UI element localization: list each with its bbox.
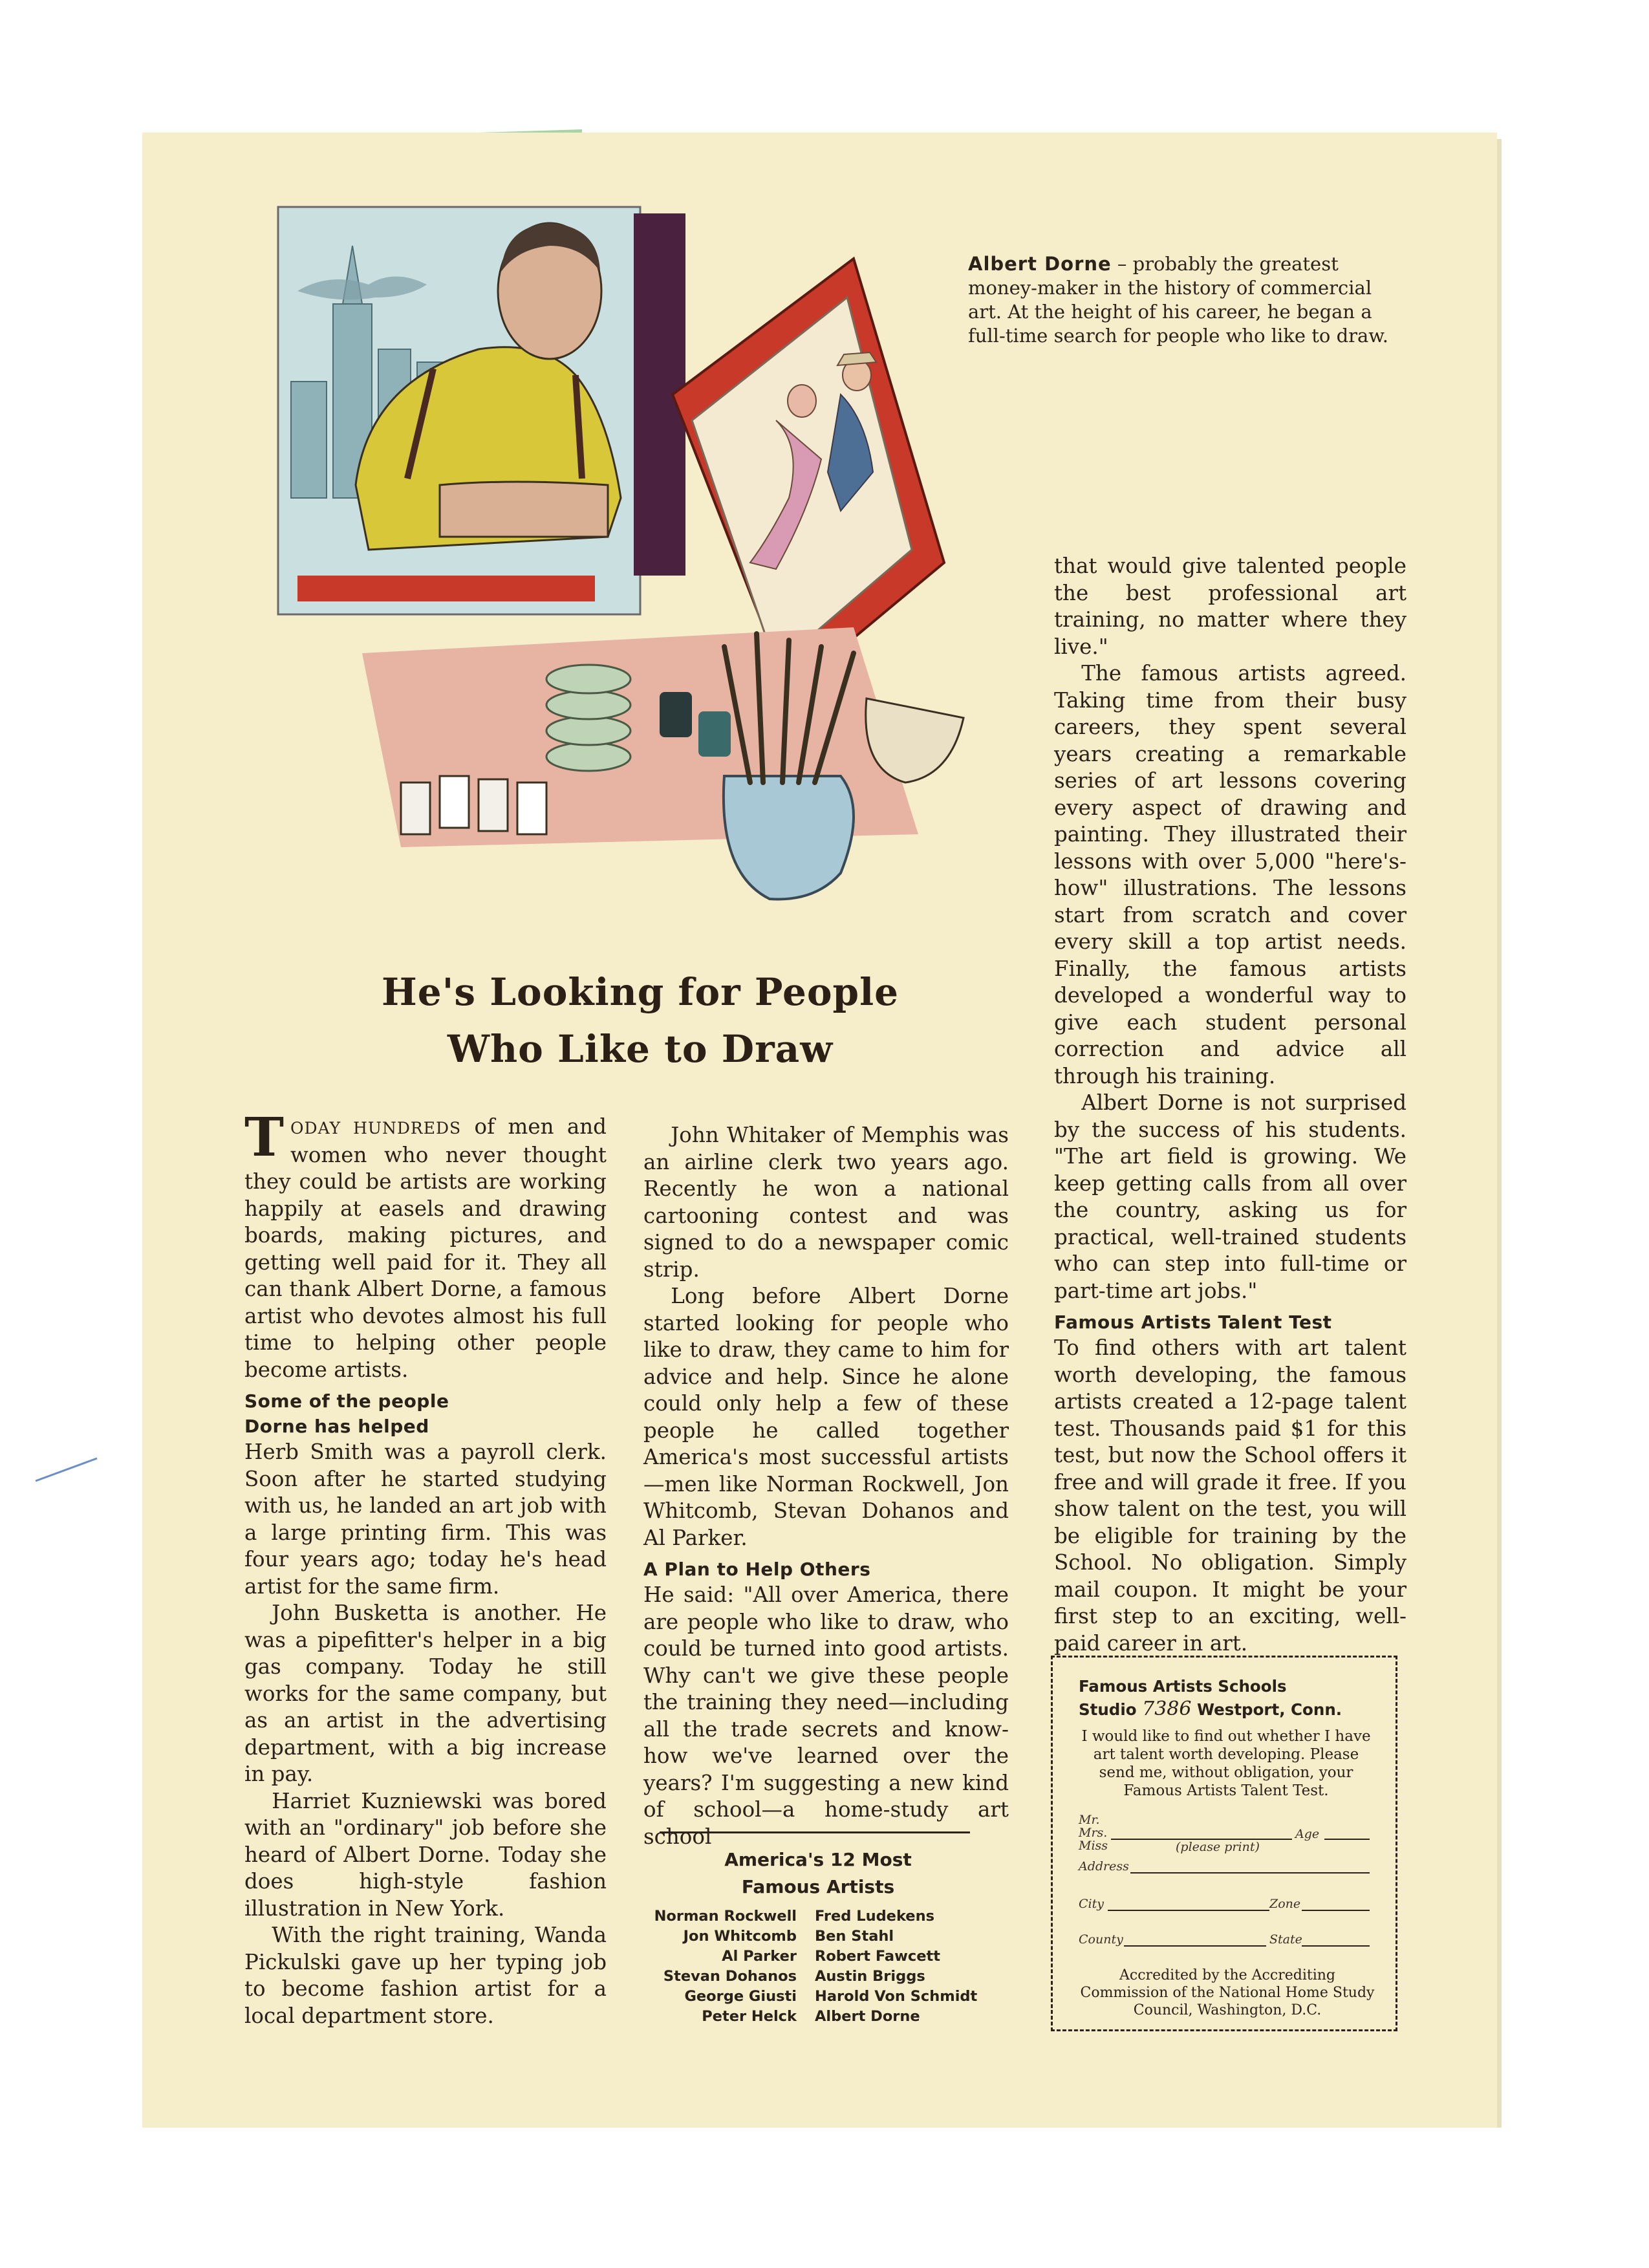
paragraph-john-whitaker: John Whitaker of Memphis was an airline clerk two years ago. Recently he won a national cartooning contest and was signed to do a newspaper comic strip. (643, 1123, 1009, 1282)
artist-name: Peter Helck (702, 2008, 797, 2025)
label-address: Address (1079, 1859, 1129, 1874)
paragraph-long-before: Long before Albert Dorne started looking for people who like to draw, they came to him for advice and help. Since he alone could only help a few of these people he called together America's most successful artists—men like Norman Rockwell, Jon Whitcomb, Stevan Dohanos and Al Parker. (643, 1284, 1009, 1550)
artist-name: Jon Whitcomb (683, 1928, 797, 1945)
artists-list (627, 1906, 1002, 2027)
headline-line-1: He's Looking for People (381, 970, 900, 1014)
paragraph-wanda: With the right training, Wanda Pickulski gave up her typing job to become fashion artist for a local department store. (244, 1923, 607, 2028)
artist-row (627, 1906, 1002, 1927)
artist-name: Robert Fawcett (815, 1948, 940, 1965)
caption-text: – probably the greatest money-maker in the history of commercial art. At the height of his career, he began a full-time search for people who like to draw. (968, 253, 1388, 347)
caption-name: Albert Dorne (968, 253, 1112, 275)
artist-name: George Giusti (684, 1988, 797, 2005)
drop-cap: T (244, 1107, 285, 1169)
paragraph-herb-smith: Herb Smith was a payroll clerk. Soon after he started studying with us, he landed an art job with a large printing firm. This was four years ago; today he's head artist for the same firm. (244, 1440, 607, 1599)
city-field[interactable] (1108, 1910, 1269, 1911)
age-field[interactable] (1324, 1839, 1370, 1840)
coupon-header (1079, 1675, 1376, 1721)
coupon-studio-label: Studio (1079, 1700, 1137, 1719)
mail-coupon[interactable] (1051, 1656, 1397, 2031)
artist-name: Norman Rockwell (654, 1908, 797, 1925)
subhead-people-helped (244, 1388, 607, 1439)
label-mr: Mr. (1079, 1813, 1100, 1827)
illustration-caption (968, 252, 1395, 348)
artist-row (627, 1987, 1002, 2007)
label-city: City (1079, 1897, 1104, 1911)
article-column-3 (1054, 553, 1406, 1657)
coupon-body: I would like to find out whether I have art talent worth developing. Please send me, without obligation, your Famous Artists Talent Test. (1081, 1728, 1371, 1799)
paragraph-famous-agreed: The famous artists agreed. Taking time from their busy careers, they spent several years creating a remarkable series of art lessons covering every aspect of drawing and painting. They illustrated their lessons with over 5,000 "here's-how" illustrations. The lessons start from scratch and cover every skill a top artist needs. Finally, the famous artists developed a wonderful way to give each student personal correction and advice all through his training. (1054, 661, 1406, 1088)
artist-name: Albert Dorne (815, 2008, 920, 2025)
headline (285, 964, 996, 1077)
artist-name: Harold Von Schmidt (815, 1988, 978, 2005)
artist-name: Ben Stahl (815, 1928, 894, 1945)
headline-line-2: Who Like to Draw (447, 1027, 834, 1071)
coupon-accreditation: Accredited by the Accrediting Commission of the National Home Study Council, Washington, D.C. (1080, 1967, 1375, 2018)
subhead-plan: A Plan to Help Others (643, 1559, 871, 1580)
label-please-print: (please print) (1176, 1840, 1260, 1854)
subhead-talent-test: Famous Artists Talent Test (1054, 1312, 1332, 1333)
label-mrs: Mrs. (1079, 1826, 1108, 1840)
artist-row (627, 1927, 1002, 1947)
label-miss: Miss (1079, 1839, 1108, 1853)
artist-name: Stevan Dohanos (663, 1968, 797, 1985)
artists-rule (660, 1831, 970, 1833)
albert-dorne-illustration (272, 200, 996, 964)
label-zone: Zone (1269, 1897, 1301, 1911)
paragraph-talent-test: To find others with art talent worth developing, the famous artists created a 12-page talent test. Thousands paid $1 for this test, but now the School offers it free and will grade it free. If you show talent on the test, you will be eligible for training by the School. No obligation. Simply mail coupon. It might be your first step to an exciting, well-paid career in art. (1054, 1335, 1406, 1656)
artists-title-line-2: Famous Artists (741, 1876, 895, 1897)
paragraph-harriet: Harriet Kuzniewski was bored with an "ordinary" job before she heard of Albert Dorne. Today she does high-style fashion illustration in New York. (244, 1788, 607, 1921)
artists-title (666, 1846, 970, 1901)
paragraph-intro (244, 1107, 607, 1383)
paragraph-john-busketta: John Busketta is another. He was a pipefitter's helper in a big gas company. Today he still works for the same company, but as an artist in the advertising department, with a big increase in pay. (244, 1601, 607, 1786)
artist-name: Al Parker (722, 1948, 797, 1965)
label-age: Age (1295, 1827, 1320, 1841)
lead-smallcaps: ODAY HUNDREDS (290, 1119, 462, 1138)
address-field[interactable] (1130, 1872, 1370, 1874)
coupon-address-line (1079, 1698, 1376, 1721)
blue-pen-mark (36, 1458, 97, 1481)
artist-row (627, 1967, 1002, 1987)
paragraph-continued: that would give talented people the best professional art training, no matter where they live." (1054, 554, 1406, 659)
state-field[interactable] (1302, 1945, 1370, 1947)
intro-text: of men and women who never thought they could be artists are working happily at easels and drawing boards, making pictures, and getting well paid for it. They all can thank Albert Dorne, a famous artist who devotes almost his full time to helping other people become artists. (244, 1114, 607, 1382)
label-county: County (1079, 1932, 1123, 1947)
desk-edge (297, 576, 595, 601)
coupon-city: Westport, Conn. (1197, 1700, 1342, 1719)
subhead-line-1: Some of the people (244, 1390, 449, 1412)
article-column-2 (643, 1122, 1009, 1850)
label-state: State (1269, 1932, 1302, 1947)
county-field[interactable] (1124, 1945, 1266, 1947)
coupon-studio-number: 7386 (1142, 1698, 1192, 1720)
artist-row (627, 2007, 1002, 2027)
artist-name: Fred Ludekens (815, 1908, 934, 1925)
paragraph-he-said: He said: "All over America, there are people who like to draw, who could be turned into good artists. Why can't we give these people the training they need—including all the trade secrets and know-how we've learned over the years? I'm suggesting a new kind of school—a home-study art school (643, 1582, 1009, 1849)
artist-name: Austin Briggs (815, 1968, 925, 1985)
article-column-1 (244, 1107, 607, 2029)
artist-row (627, 1947, 1002, 1967)
subhead-line-2: Dorne has helped (244, 1416, 429, 1437)
coupon-school: Famous Artists Schools (1079, 1677, 1287, 1696)
brush-jar (724, 776, 854, 900)
paragraph-not-surprised: Albert Dorne is not surprised by the success of his students. "The art field is growing. We keep getting calls from all over the country, asking us for practical, well-trained students who can step into full-time or part-time art jobs." (1054, 1090, 1406, 1303)
zone-field[interactable] (1302, 1910, 1370, 1911)
artists-title-line-1: America's 12 Most (724, 1849, 912, 1870)
